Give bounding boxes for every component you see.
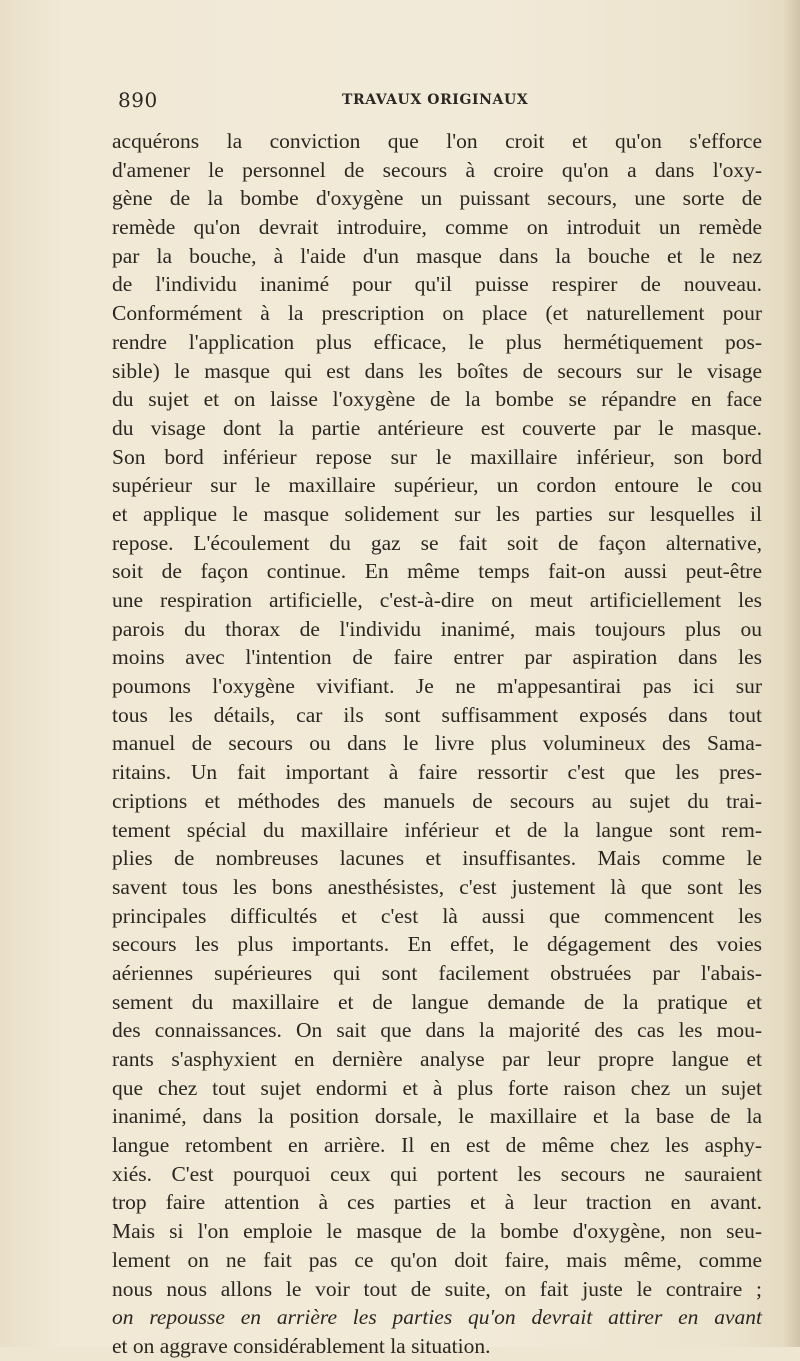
text-line: rants s'asphyxient en dernière analyse par leur propre langue et (112, 1047, 762, 1071)
text-line: manuel de secours ou dans le livre plus volumineux des Sama- (112, 731, 762, 756)
text-line: rendre l'application plus efficace, le plus hermétiquement pos- (112, 329, 762, 354)
text-line: plies de nombreuses lacunes et insuffisantes. Mais comme le (112, 846, 762, 871)
text-line: sement du maxillaire et de langue demande de la pratique et (112, 989, 762, 1014)
final-text-line: et on aggrave considérablement la situation. (112, 1333, 491, 1358)
text-line: criptions et méthodes des manuels de secours au sujet du trai- (112, 788, 762, 813)
text-line: supérieur sur le maxillaire supérieur, un cordon entoure le cou (112, 473, 762, 498)
text-line: langue retombent en arrière. Il en est de même chez les asphy- (112, 1133, 762, 1158)
body-text (112, 127, 762, 1361)
text-line: inanimé, dans la position dorsale, le maxillaire et la base de la (112, 1104, 762, 1129)
text-line: de l'individu inanimé pour qu'il puisse respirer de nouveau. (112, 272, 762, 297)
text-line: nous nous allons le voir tout de suite, on fait juste le contraire ; (112, 1276, 762, 1301)
running-title: TRAVAUX ORIGINAUX (342, 92, 529, 108)
page-edge-shadow (784, 0, 800, 1347)
text-line: Mais si l'on emploie le masque de la bombe d'oxygène, non seu- (112, 1219, 762, 1244)
text-line: parois du thorax de l'individu inanimé, mais toujours plus ou (112, 616, 762, 641)
text-line: d'amener le personnel de secours à croire qu'on a dans l'oxy- (112, 157, 762, 182)
text-line: du visage dont la partie antérieure est couverte par le masque. (112, 415, 762, 440)
text-line: principales difficultés et c'est là aussi que commencent les (112, 903, 762, 928)
text-line: aériennes supérieures qui sont facilement obstruées par l'abais- (112, 960, 762, 985)
text-line: acquérons la conviction que l'on croit et qu'on s'efforce (112, 129, 762, 153)
text-line: ritains. Un fait important à faire ressortir c'est que les pres- (112, 760, 762, 785)
text-line: du sujet et on laisse l'oxygène de la bombe se répandre en face (112, 387, 762, 412)
text-line: moins avec l'intention de faire entrer par aspiration dans les (112, 645, 762, 670)
text-line: une respiration artificielle, c'est-à-dire on meut artificiellement les (112, 588, 762, 612)
text-line: secours les plus importants. En effet, le dégagement des voies (112, 932, 762, 957)
text-line: et applique le masque solidement sur les parties sur lesquelles il (112, 501, 762, 526)
text-line: trop faire attention à ces parties et à leur traction en avant. (112, 1190, 762, 1215)
page-header (118, 88, 758, 118)
text-line: tous les détails, car ils sont suffisamment exposés dans tout (112, 702, 762, 727)
text-line: que chez tout sujet endormi et à plus forte raison chez un sujet (112, 1075, 762, 1100)
text-line: Son bord inférieur repose sur le maxillaire inférieur, son bord (112, 444, 762, 469)
text-line: xiés. C'est pourquoi ceux qui portent les secours ne sauraient (112, 1161, 762, 1186)
text-line: gène de la bombe d'oxygène un puissant secours, une sorte de (112, 186, 762, 211)
italic-text-line: on repousse en arrière les parties qu'on devrait attirer en avant (112, 1305, 762, 1330)
text-line: sible) le masque qui est dans les boîtes de secours sur le visage (112, 358, 762, 383)
text-line: des connaissances. On sait que dans la majorité des cas les mou- (112, 1018, 762, 1043)
text-line: Conformément à la prescription on place (et naturellement pour (112, 301, 762, 326)
text-line: repose. L'écoulement du gaz se fait soit de façon alternative, (112, 530, 762, 555)
text-line: soit de façon continue. En même temps fait-on aussi peut-être (112, 559, 762, 584)
text-line: tement spécial du maxillaire inférieur et de la langue sont rem- (112, 817, 762, 842)
text-line: par la bouche, à l'aide d'un masque dans la bouche et le nez (112, 243, 762, 268)
page-number: 890 (118, 88, 158, 112)
text-line: lement on ne fait pas ce qu'on doit faire, mais même, comme (112, 1247, 762, 1272)
text-line: remède qu'on devrait introduire, comme on introduit un remède (112, 215, 762, 240)
text-line: savent tous les bons anesthésistes, c'est justement là que sont les (112, 874, 762, 899)
text-line: poumons l'oxygène vivifiant. Je ne m'appesantirai pas ici sur (112, 674, 762, 699)
